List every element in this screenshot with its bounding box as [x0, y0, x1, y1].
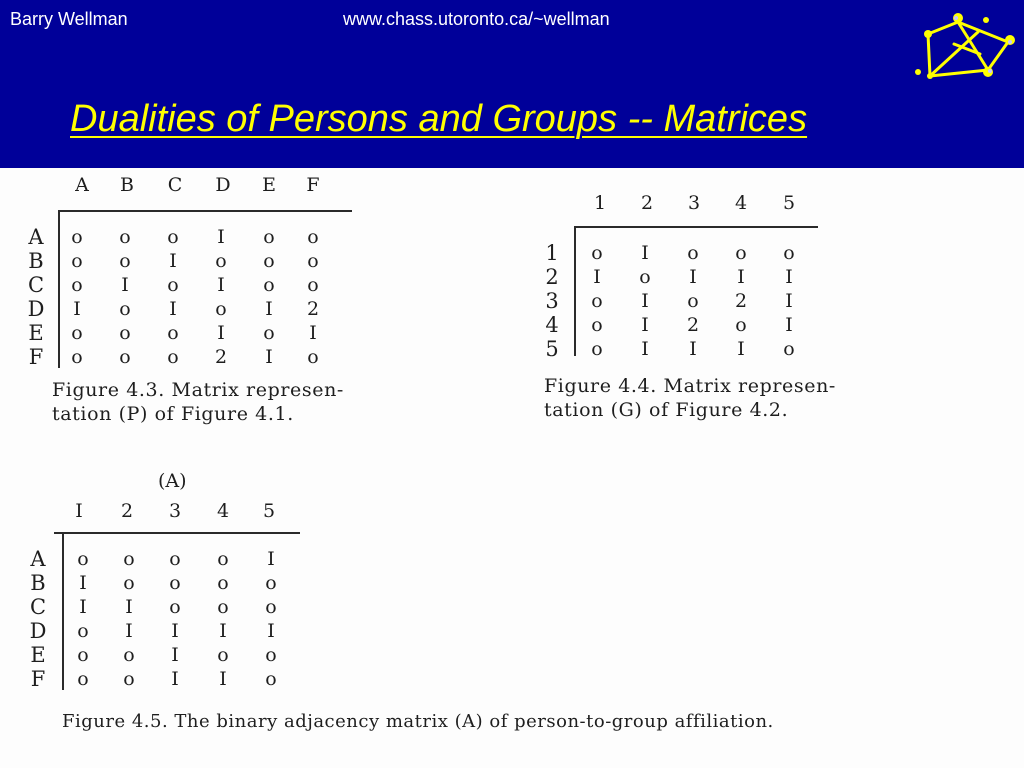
slide-header	[0, 0, 1024, 168]
column-header: D	[215, 174, 231, 196]
row-label: 3	[545, 289, 559, 313]
matrix-cell: o	[265, 572, 277, 594]
matrix-cell: I	[169, 250, 177, 272]
matrix-cell: I	[265, 298, 273, 320]
column-header: 3	[168, 500, 182, 522]
matrix-cell: I	[169, 298, 177, 320]
column-header: 4	[216, 500, 230, 522]
column-header: 5	[262, 500, 276, 522]
matrix-cell: o	[265, 596, 277, 618]
figure-4-4-caption	[544, 374, 944, 422]
matrix-figure-4-4	[538, 190, 838, 360]
column-header: A	[75, 174, 89, 196]
matrix-cell: o	[71, 322, 83, 344]
matrix-cell: I	[121, 274, 129, 296]
matrix-cell: o	[783, 242, 795, 264]
matrix-cell: I	[171, 668, 179, 690]
column-header: 1	[593, 192, 607, 214]
row-label: 5	[545, 337, 559, 361]
matrix-cell: o	[169, 596, 181, 618]
matrix-cell: o	[77, 644, 89, 666]
matrix-cell: I	[267, 548, 275, 570]
header-rule	[54, 532, 300, 534]
matrix-cell: I	[737, 338, 745, 360]
matrix-cell: o	[119, 226, 131, 248]
matrix-cell: o	[215, 250, 227, 272]
matrix-cell: o	[167, 274, 179, 296]
matrix-cell: I	[217, 226, 225, 248]
matrix-cell: o	[123, 668, 135, 690]
matrix-cell: I	[785, 266, 793, 288]
column-header: E	[262, 174, 276, 196]
matrix-cell: o	[591, 290, 603, 312]
matrix-cell: o	[307, 274, 319, 296]
matrix-cell: 2	[306, 298, 320, 320]
matrix-cell: I	[309, 322, 317, 344]
matrix-cell: o	[217, 644, 229, 666]
matrix-cell: o	[307, 346, 319, 368]
matrix-a-label: (A)	[158, 470, 187, 492]
matrix-cell: o	[119, 298, 131, 320]
matrix-cell: o	[167, 322, 179, 344]
matrix-cell: o	[639, 266, 651, 288]
matrix-cell: 2	[734, 290, 748, 312]
row-label: C	[29, 595, 47, 619]
matrix-cell: o	[77, 548, 89, 570]
matrix-cell: o	[687, 290, 699, 312]
row-label: E	[30, 643, 46, 667]
row-label-rule	[574, 226, 576, 356]
matrix-cell: o	[123, 548, 135, 570]
figure-4-5-caption: Figure 4.5. The binary adjacency matrix (A) of person-to-group affiliation.	[62, 711, 774, 732]
matrix-cell: 2	[686, 314, 700, 336]
matrix-cell: o	[71, 274, 83, 296]
column-header: F	[306, 174, 320, 196]
matrix-cell: I	[217, 274, 225, 296]
caption-line: Figure 4.3. Matrix represen-	[52, 379, 344, 401]
row-label: D	[29, 619, 47, 643]
matrix-cell: I	[737, 266, 745, 288]
matrix-cell: I	[79, 572, 87, 594]
column-header: C	[167, 174, 183, 196]
matrix-cell: I	[79, 596, 87, 618]
matrix-cell: o	[123, 572, 135, 594]
matrix-cell: o	[783, 338, 795, 360]
matrix-cell: o	[217, 596, 229, 618]
row-label: A	[28, 225, 44, 249]
row-label: A	[30, 547, 46, 571]
matrix-cell: I	[689, 266, 697, 288]
matrix-cell: o	[123, 644, 135, 666]
row-label: B	[30, 571, 46, 595]
matrix-cell: o	[265, 668, 277, 690]
caption-line: Figure 4.4. Matrix represen-	[544, 375, 836, 397]
matrix-cell: o	[735, 314, 747, 336]
matrix-cell: o	[307, 250, 319, 272]
matrix-cell: o	[71, 250, 83, 272]
column-header: 5	[782, 192, 796, 214]
column-header: 2	[640, 192, 654, 214]
matrix-cell: 2	[214, 346, 228, 368]
matrix-cell: o	[167, 226, 179, 248]
matrix-cell: o	[263, 250, 275, 272]
header-rule	[58, 210, 352, 212]
matrix-cell: o	[167, 346, 179, 368]
column-header: 2	[120, 500, 134, 522]
matrix-cell: o	[217, 548, 229, 570]
row-label: D	[27, 297, 45, 321]
row-label: F	[30, 667, 46, 691]
row-label: B	[28, 249, 44, 273]
matrix-cell: I	[265, 346, 273, 368]
matrix-cell: o	[71, 346, 83, 368]
network-graph-icon	[908, 4, 1024, 84]
author-name: Barry Wellman	[10, 9, 128, 29]
matrix-cell: I	[171, 620, 179, 642]
matrix-figure-4-3	[22, 172, 362, 372]
matrix-cell: o	[215, 298, 227, 320]
website-link[interactable]: www.chass.utoronto.ca/~wellman	[343, 9, 610, 29]
matrix-cell: o	[119, 322, 131, 344]
matrix-cell: o	[263, 274, 275, 296]
scanned-textbook-page	[0, 168, 1024, 768]
matrix-cell: I	[641, 290, 649, 312]
matrix-cell: I	[267, 620, 275, 642]
column-header: I	[75, 500, 83, 522]
column-header: 3	[687, 192, 701, 214]
matrix-cell: I	[219, 668, 227, 690]
matrix-cell: I	[125, 596, 133, 618]
slide-title: Dualities of Persons and Groups -- Matrices	[70, 98, 808, 140]
row-label: 4	[545, 313, 559, 337]
matrix-cell: o	[119, 346, 131, 368]
row-label-rule	[62, 534, 64, 690]
matrix-cell: I	[785, 314, 793, 336]
row-label: F	[28, 345, 44, 369]
matrix-cell: I	[73, 298, 81, 320]
column-header: B	[120, 174, 134, 196]
matrix-cell: I	[641, 314, 649, 336]
row-label: 2	[545, 265, 559, 289]
matrix-cell: o	[687, 242, 699, 264]
matrix-cell: o	[77, 620, 89, 642]
matrix-cell: I	[785, 290, 793, 312]
matrix-cell: o	[591, 338, 603, 360]
figure-4-3-caption	[52, 378, 452, 426]
caption-line: tation (G) of Figure 4.2.	[544, 399, 789, 421]
matrix-cell: o	[169, 548, 181, 570]
matrix-cell: o	[77, 668, 89, 690]
matrix-cell: I	[125, 620, 133, 642]
matrix-cell: o	[169, 572, 181, 594]
matrix-cell: I	[689, 338, 697, 360]
caption-line: tation (P) of Figure 4.1.	[52, 403, 294, 425]
matrix-cell: o	[71, 226, 83, 248]
matrix-cell: o	[263, 322, 275, 344]
matrix-cell: I	[219, 620, 227, 642]
row-label: 1	[545, 241, 559, 265]
matrix-cell: o	[735, 242, 747, 264]
matrix-cell: o	[119, 250, 131, 272]
matrix-cell: o	[263, 226, 275, 248]
matrix-cell: I	[217, 322, 225, 344]
matrix-cell: I	[171, 644, 179, 666]
matrix-cell: o	[591, 242, 603, 264]
matrix-cell: o	[265, 644, 277, 666]
row-label: E	[28, 321, 44, 345]
matrix-figure-4-5	[24, 498, 324, 698]
matrix-cell: o	[591, 314, 603, 336]
matrix-cell: I	[641, 242, 649, 264]
matrix-cell: I	[641, 338, 649, 360]
matrix-cell: o	[217, 572, 229, 594]
matrix-cell: I	[593, 266, 601, 288]
row-label-rule	[58, 210, 60, 368]
row-label: C	[27, 273, 45, 297]
header-rule	[574, 226, 818, 228]
matrix-cell: o	[307, 226, 319, 248]
column-header: 4	[734, 192, 748, 214]
